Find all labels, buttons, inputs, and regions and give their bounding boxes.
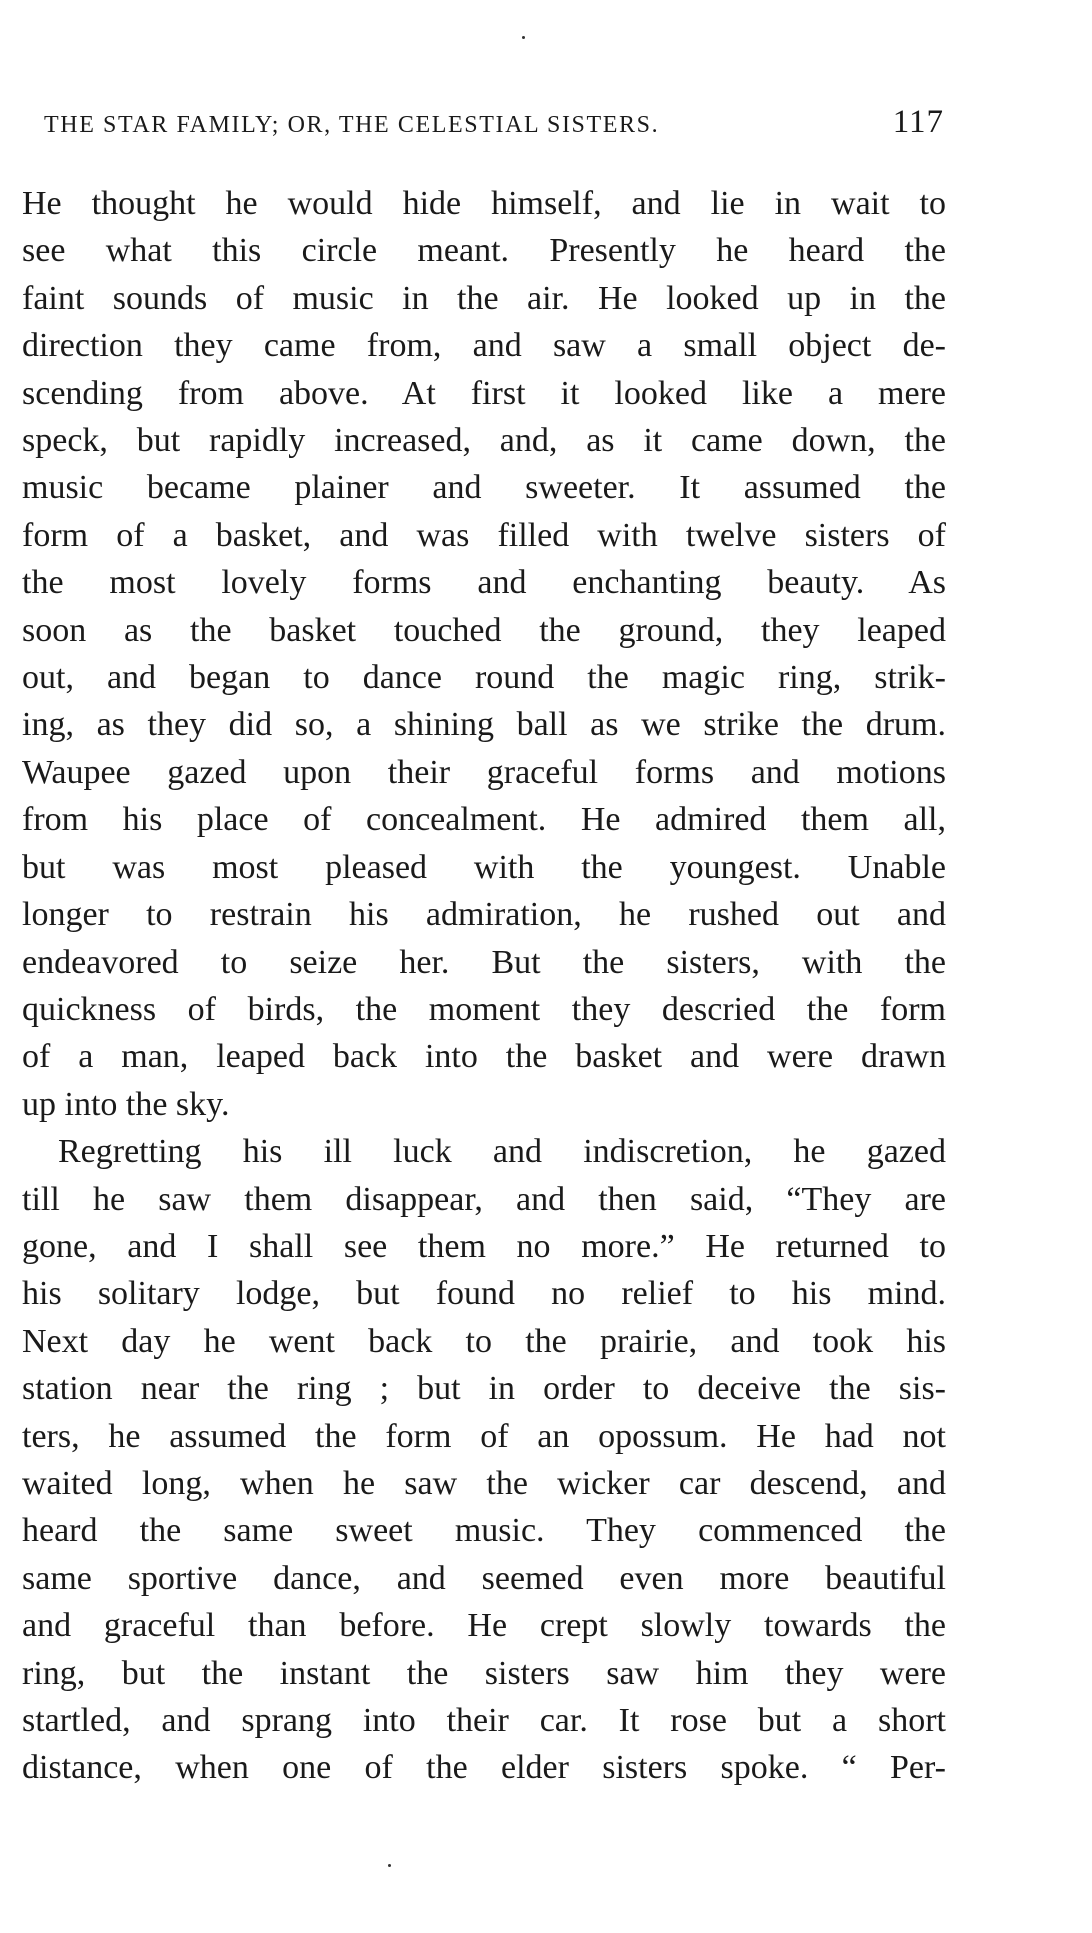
paragraph-2 [22,1128,946,1792]
text-line: waited long, when he saw the wicker car descend, and [22,1464,946,1502]
text-line: soon as the basket touched the ground, they leaped [22,611,946,649]
print-speck-top [522,36,525,39]
text-line: direction they came from, and saw a small object de- [22,327,946,365]
body-text [22,180,946,1792]
text-line: of a man, leaped back into the basket and were drawn [22,1038,946,1076]
text-line: endeavored to seize her. But the sisters, with the [22,943,946,981]
text-line: music became plainer and sweeter. It assumed the [22,469,946,507]
text-line: ing, as they did so, a shining ball as we strike the drum. [22,706,946,744]
text-line: same sportive dance, and seemed even more beautiful [22,1559,946,1597]
text-line: faint sounds of music in the air. He looked up in the [22,279,946,317]
text-line: speck, but rapidly increased, and, as it came down, the [22,422,946,460]
text-line: Regretting his ill luck and indiscretion, he gazed [58,1133,946,1171]
text-line: see what this circle meant. Presently he heard the [22,232,946,270]
text-line: gone, and I shall see them no more.” He returned to [22,1227,946,1265]
text-line: longer to restrain his admiration, he rushed out and [22,896,946,934]
text-line: his solitary lodge, but found no relief to his mind. [22,1275,946,1313]
running-head [44,104,944,148]
running-head-title: THE STAR FAMILY; OR, THE CELESTIAL SISTERS. [44,112,660,138]
page-number: 117 [892,104,944,140]
text-line: out, and began to dance round the magic ring, strik- [22,659,946,697]
text-line: from his place of concealment. He admired them all, [22,801,946,839]
text-line: Waupee gazed upon their graceful forms and motions [22,753,946,791]
text-line: Next day he went back to the prairie, and took his [22,1322,946,1360]
text-line: station near the ring ; but in order to deceive the sis- [22,1370,946,1408]
print-speck-bottom [388,1864,391,1867]
text-line: but was most pleased with the youngest. Unable [22,848,946,886]
text-line: distance, when one of the elder sisters spoke. “ Per- [22,1749,946,1787]
text-line: and graceful than before. He crept slowly towards the [22,1607,946,1645]
text-line: up into the sky. [22,1085,230,1123]
text-line: ters, he assumed the form of an opossum. He had not [22,1417,946,1455]
text-line: the most lovely forms and enchanting beauty. As [22,564,946,602]
text-line: startled, and sprang into their car. It rose but a short [22,1702,946,1739]
text-line: quickness of birds, the moment they descried the form [22,990,946,1028]
text-line: form of a basket, and was filled with twelve sisters of [22,516,946,554]
text-line: He thought he would hide himself, and lie in wait to [22,185,946,222]
text-line: heard the same sweet music. They commenced the [22,1512,946,1550]
text-line: till he saw them disappear, and then said, “They are [22,1180,946,1218]
text-line: ring, but the instant the sisters saw him they were [22,1654,946,1692]
text-line: scending from above. At first it looked like a mere [22,374,946,412]
paragraph-1 [22,180,946,1128]
